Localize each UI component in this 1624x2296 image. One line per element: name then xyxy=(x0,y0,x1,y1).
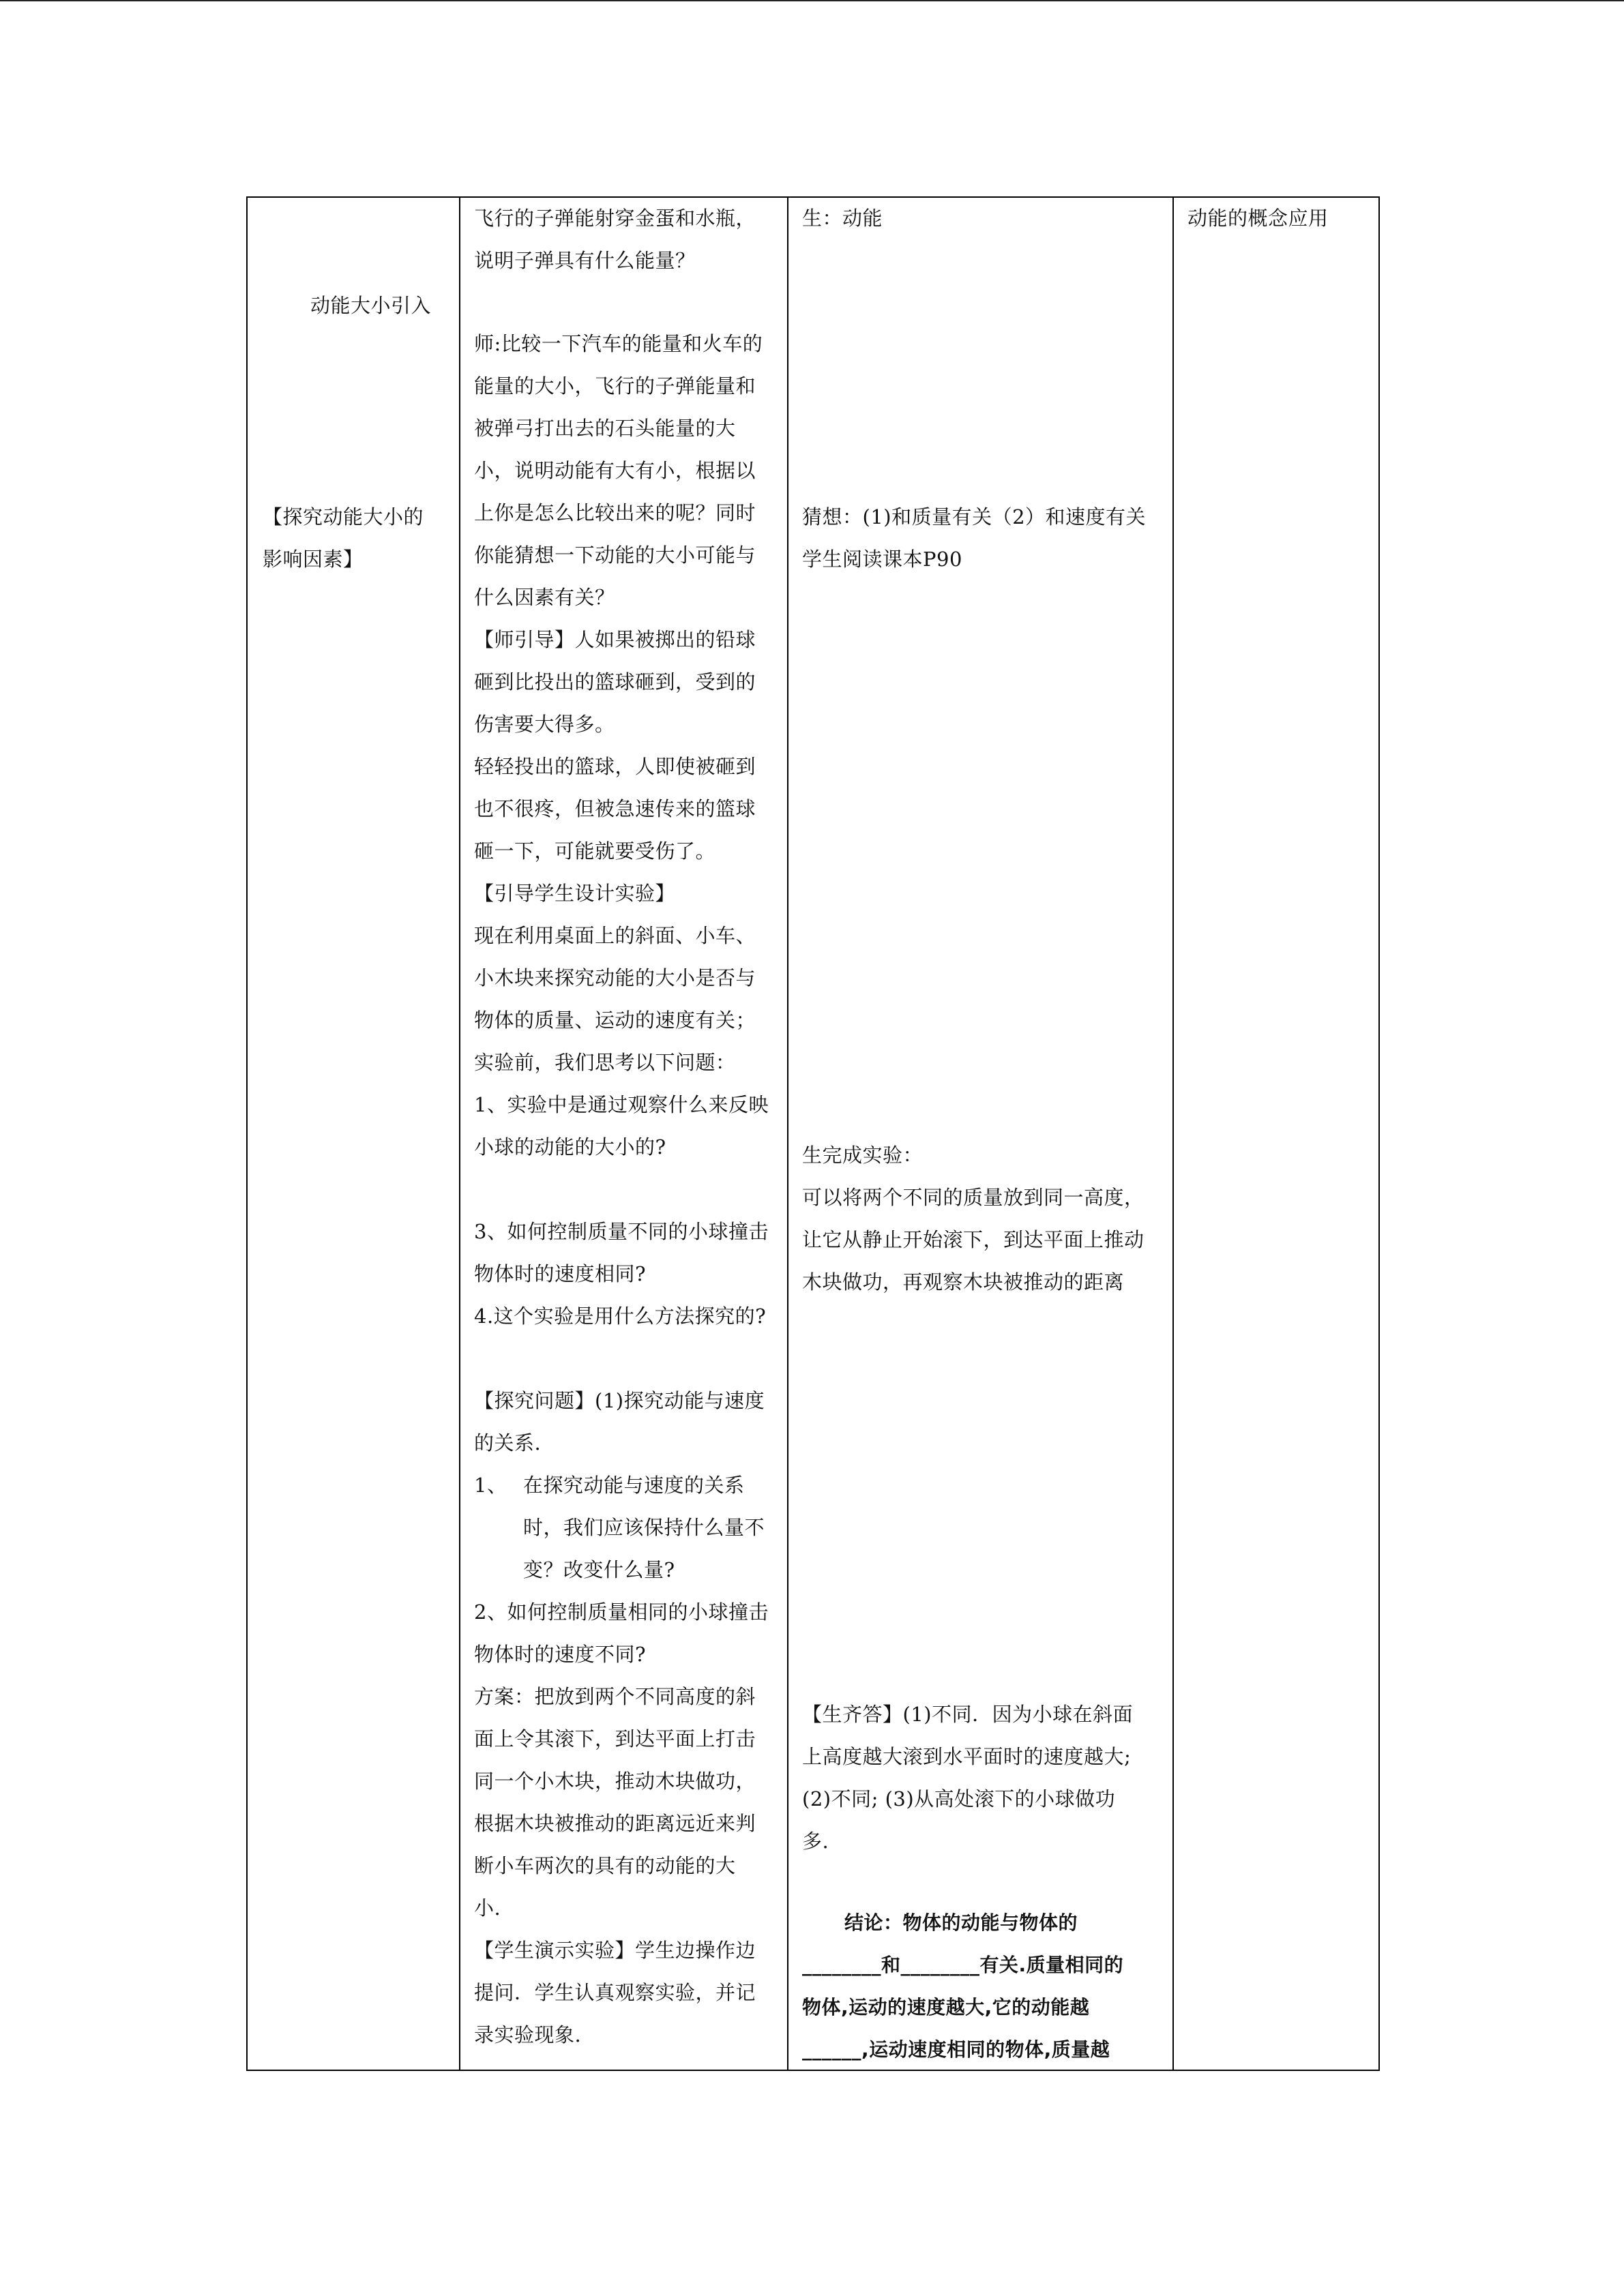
teacher-text-line: 2、如何控制质量相同的小球撞击 xyxy=(474,1600,769,1624)
teacher-text-line: 砸到比投出的篮球砸到，受到的 xyxy=(474,670,756,694)
student-activity-cell xyxy=(788,197,1173,2070)
student-text-line: (2)不同; (3)从高处滚下的小球做功 xyxy=(802,1787,1116,1810)
teacher-text-line: 变？改变什么量? xyxy=(523,1558,675,1581)
student-text-line: 【生齐答】(1)不同．因为小球在斜面 xyxy=(802,1703,1134,1726)
teacher-text-line: 什么因素有关？ xyxy=(474,586,615,609)
student-text-line: 学生阅读课本P90 xyxy=(802,548,962,571)
teacher-text-line: 物体时的速度不同? xyxy=(474,1643,647,1666)
design-intent-note: 动能的概念应用 xyxy=(1187,207,1329,230)
teacher-text-line: 断小车两次的具有的动能的大 xyxy=(474,1854,736,1877)
stage-cell xyxy=(247,197,460,2070)
teacher-text-line: 在探究动能与速度的关系 xyxy=(523,1474,745,1497)
conclusion-line: 结论：物体的动能与物体的 xyxy=(844,1911,1078,1934)
teacher-text-line: 现在利用桌面上的斜面、小车、 xyxy=(474,924,756,947)
teacher-text-line: 4.这个实验是用什么方法探究的? xyxy=(474,1304,767,1328)
design-intent-cell xyxy=(1173,197,1379,2070)
teacher-text-line: 实验前，我们思考以下问题： xyxy=(474,1051,736,1074)
teacher-text-line: 物体时的速度相同? xyxy=(474,1262,647,1285)
teacher-text-line: 上你是怎么比较出来的呢？同时 xyxy=(474,501,756,524)
stage-intro-label: 动能大小引入 xyxy=(310,294,432,317)
teacher-text-line: 飞行的子弹能射穿金蛋和水瓶， xyxy=(474,207,756,230)
teacher-text-line: 物体的质量、运动的速度有关； xyxy=(474,1009,756,1032)
teacher-text-line: 时，我们应该保持什么量不 xyxy=(523,1516,765,1539)
teacher-text-line: 面上令其滚下，到达平面上打击 xyxy=(474,1727,756,1750)
teacher-text-line: 小木块来探究动能的大小是否与 xyxy=(474,966,756,989)
conclusion-line: 物体,运动的速度越大,它的动能越 xyxy=(802,1996,1090,2018)
teacher-text-line: 3、如何控制质量不同的小球撞击 xyxy=(474,1220,769,1243)
conclusion-line: ______,运动速度相同的物体,质量越 xyxy=(802,2038,1110,2061)
teacher-text-line: 方案：把放到两个不同高度的斜 xyxy=(474,1685,756,1708)
teacher-text-line: 砸一下，可能就要受伤了。 xyxy=(474,839,716,863)
student-text-line: 可以将两个不同的质量放到同一高度， xyxy=(802,1186,1145,1209)
teacher-text-line: 录实验现象. xyxy=(474,2023,582,2046)
teacher-text-line: 被弹弓打出去的石头能量的大 xyxy=(474,417,736,440)
student-text-line: 多. xyxy=(802,1830,829,1853)
teacher-text-line: 小，说明动能有大有小，根据以 xyxy=(474,459,756,482)
stage-topic-label-2: 影响因素】 xyxy=(263,548,364,571)
teacher-text-line: 1、实验中是通过观察什么来反映 xyxy=(474,1093,769,1116)
teacher-text-line: 的关系. xyxy=(474,1431,542,1455)
student-text-line: 生：动能 xyxy=(802,207,883,230)
teacher-text-line: 小球的动能的大小的? xyxy=(474,1135,666,1159)
teacher-activity-cell xyxy=(460,197,788,2070)
teacher-text-line: 说明子弹具有什么能量？ xyxy=(474,249,696,272)
student-text-line: 木块做功，再观察木块被推动的距离 xyxy=(802,1270,1125,1294)
teacher-text-line: 轻轻投出的篮球，人即使被砸到 xyxy=(474,755,756,778)
stage-topic-label-1: 【探究动能大小的 xyxy=(263,505,424,528)
table-row xyxy=(247,197,1379,2070)
teacher-text-line: 【学生演示实验】学生边操作边 xyxy=(474,1939,756,1962)
teacher-text-line: 【师引导】人如果被掷出的铅球 xyxy=(474,628,756,651)
teacher-text-line: 根据木块被推动的距离远近来判 xyxy=(474,1812,756,1835)
teacher-text-line: 【引导学生设计实验】 xyxy=(474,882,676,905)
lesson-plan-table xyxy=(246,196,1380,2071)
teacher-text-line: 【探究问题】(1)探究动能与速度 xyxy=(474,1389,765,1412)
teacher-text-line: 能量的大小，飞行的子弹能量和 xyxy=(474,374,756,398)
teacher-list-marker: 1、 xyxy=(474,1474,507,1497)
teacher-text-line: 伤害要大得多。 xyxy=(474,713,615,736)
teacher-text-line: 你能猜想一下动能的大小可能与 xyxy=(474,543,756,567)
page-top-rule xyxy=(0,0,1624,1)
student-text-line: 猜想：(1)和质量有关（2）和速度有关 xyxy=(802,505,1147,528)
teacher-text-line: 师:比较一下汽车的能量和火车的 xyxy=(474,332,763,355)
student-text-line: 生完成实验： xyxy=(802,1144,924,1167)
teacher-text-line: 同一个小木块，推动木块做功， xyxy=(474,1770,756,1793)
teacher-text-line: 也不很疼，但被急速传来的篮球 xyxy=(474,797,756,820)
teacher-text-line: 小. xyxy=(474,1896,501,1920)
student-text-line: 让它从静止开始滚下，到达平面上推动 xyxy=(802,1228,1145,1251)
teacher-text-line: 提问．学生认真观察实验，并记 xyxy=(474,1981,756,2004)
conclusion-line: ________和________有关.质量相同的 xyxy=(802,1954,1124,1976)
student-text-line: 上高度越大滚到水平面时的速度越大; xyxy=(802,1745,1132,1768)
